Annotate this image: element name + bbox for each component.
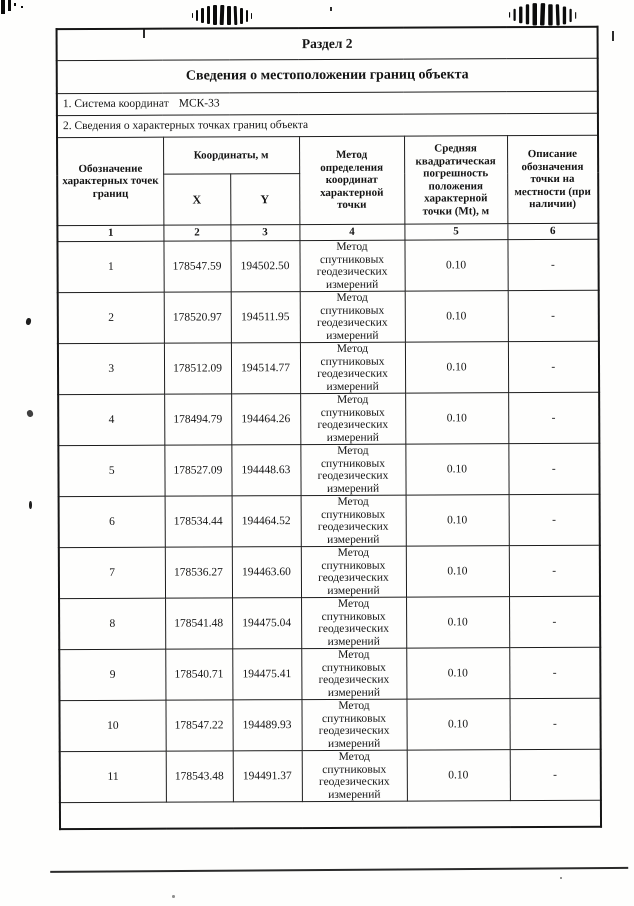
coordinate-x: 178547.22 xyxy=(165,700,232,751)
coordinate-y: 194464.52 xyxy=(232,496,301,547)
coordinate-y: 194448.63 xyxy=(231,445,300,496)
header-line: обозначения xyxy=(521,160,584,173)
mt-value: 0.10 xyxy=(407,750,510,801)
header-line: границ xyxy=(92,187,129,200)
coordinate-x: 178536.27 xyxy=(165,547,232,598)
header-x: X xyxy=(163,174,230,225)
coordinate-system-value: МСК-33 xyxy=(178,97,220,110)
mt-value: 0.10 xyxy=(406,648,509,699)
mt-value: 0.10 xyxy=(404,240,507,291)
header-mean-square-error xyxy=(404,136,507,224)
coordinate-y: 194514.77 xyxy=(231,343,300,394)
mt-value: 0.10 xyxy=(406,495,509,546)
header-line: Описание xyxy=(527,148,578,161)
table-row xyxy=(58,392,599,445)
mt-value: 0.10 xyxy=(406,699,509,750)
point-number: 7 xyxy=(59,547,165,598)
header-point-designation xyxy=(57,137,163,225)
point-number: 3 xyxy=(58,343,164,394)
description-value: - xyxy=(509,698,600,749)
header-line: точки на xyxy=(530,173,575,186)
description-value: - xyxy=(508,392,599,443)
method-cell: Метод спутниковых геодезических измерений xyxy=(300,444,405,495)
coordinate-x: 178540.71 xyxy=(165,649,232,700)
coordinate-y: 194463.60 xyxy=(232,547,301,598)
column-number: 1 xyxy=(57,225,163,241)
page-footer-rule xyxy=(50,867,628,873)
column-number: 6 xyxy=(507,223,598,239)
page-title: Сведения о местоположении границ объекта xyxy=(57,58,598,93)
header-method xyxy=(299,136,404,224)
point-number: 4 xyxy=(58,394,164,445)
header-line: местности (при xyxy=(514,185,591,198)
table-row xyxy=(59,698,600,751)
table-row xyxy=(58,443,599,496)
point-number: 11 xyxy=(60,751,166,802)
point-number: 6 xyxy=(59,496,165,547)
table-row xyxy=(58,341,599,394)
header-line: положения xyxy=(428,179,483,193)
coordinate-x: 178512.09 xyxy=(164,343,231,394)
coordinate-system-label: 1. Система координат xyxy=(62,97,169,111)
coordinate-y: 194475.41 xyxy=(232,649,301,700)
mt-value: 0.10 xyxy=(405,444,508,495)
description-value: - xyxy=(508,443,599,494)
header-line: точки (Mt), м xyxy=(422,204,490,218)
mt-value: 0.10 xyxy=(405,393,508,444)
table-row xyxy=(58,290,599,343)
description-value: - xyxy=(508,341,599,392)
mt-value: 0.10 xyxy=(405,342,508,393)
method-cell: Метод спутниковых геодезических измерений xyxy=(300,342,405,393)
points-section-label: 2. Сведения о характерных точках границ объекта xyxy=(57,113,598,137)
header-line: определения xyxy=(320,161,384,174)
table-row xyxy=(59,647,600,700)
section-title: Раздел 2 xyxy=(57,27,598,61)
description-value: - xyxy=(509,647,600,698)
method-cell: Метод спутниковых геодезических измерений xyxy=(301,546,406,597)
point-number: 2 xyxy=(58,292,164,343)
description-value: - xyxy=(507,239,598,290)
header-line: погрешность xyxy=(423,167,489,180)
method-cell: Метод спутниковых геодезических измерений xyxy=(300,291,405,342)
point-number: 10 xyxy=(59,700,165,751)
header-line: характерной xyxy=(320,186,384,199)
description-value: - xyxy=(508,290,599,341)
coordinate-x: 178547.59 xyxy=(163,241,230,292)
coordinate-y: 194489.93 xyxy=(232,700,301,751)
empty-footer-row xyxy=(60,800,601,829)
method-cell: Метод спутниковых геодезических измерений xyxy=(299,240,404,291)
column-number: 5 xyxy=(404,224,507,240)
description-value: - xyxy=(509,596,600,647)
coordinate-x: 178494.79 xyxy=(164,394,231,445)
column-number: 3 xyxy=(230,225,299,241)
column-number: 4 xyxy=(299,224,404,240)
table-row xyxy=(60,749,601,802)
header-line: координат xyxy=(325,173,378,187)
point-number: 5 xyxy=(58,445,164,496)
method-cell: Метод спутниковых геодезических измерений xyxy=(301,648,406,699)
coordinate-y: 194491.37 xyxy=(233,751,302,802)
table-row xyxy=(59,494,600,547)
header-y: Y xyxy=(230,174,299,225)
coordinate-x: 178543.48 xyxy=(166,751,233,802)
method-cell: Метод спутниковых геодезических измерений xyxy=(302,750,407,801)
coordinate-y: 194502.50 xyxy=(230,241,299,292)
coordinate-y: 194475.04 xyxy=(232,598,301,649)
point-number: 8 xyxy=(59,598,165,649)
header-line: характерной xyxy=(424,192,488,205)
method-cell: Метод спутниковых геодезических измерений xyxy=(301,495,406,546)
header-line: Обозначение xyxy=(78,162,143,175)
header-coordinates-group: Координаты, м xyxy=(163,137,299,175)
header-line: характерных точек xyxy=(62,174,159,188)
point-number: 9 xyxy=(59,649,165,700)
table-row xyxy=(57,239,598,292)
header-line: квадратическая xyxy=(415,154,496,168)
boundary-points-table xyxy=(56,26,603,830)
method-cell: Метод спутниковых геодезических измерений xyxy=(301,597,406,648)
column-number: 2 xyxy=(163,225,230,241)
coordinate-y: 194464.26 xyxy=(231,394,300,445)
description-value: - xyxy=(510,749,601,800)
header-line: точки xyxy=(337,199,367,212)
method-cell: Метод спутниковых геодезических измерений xyxy=(301,699,406,750)
table-row xyxy=(59,596,600,649)
coordinate-y: 194511.95 xyxy=(231,292,300,343)
point-number: 1 xyxy=(57,241,163,292)
coordinate-x: 178534.44 xyxy=(165,496,232,547)
header-line: Средняя xyxy=(434,142,477,155)
table-row xyxy=(59,545,600,598)
description-value: - xyxy=(509,545,600,596)
coordinate-x: 178527.09 xyxy=(164,445,231,496)
coordinate-system-row xyxy=(57,91,598,115)
mt-value: 0.10 xyxy=(406,546,509,597)
method-cell: Метод спутниковых геодезических измерений xyxy=(300,393,405,444)
coordinate-x: 178520.97 xyxy=(164,292,231,343)
description-value: - xyxy=(509,494,600,545)
header-line: Метод xyxy=(335,149,368,162)
header-line: наличии) xyxy=(529,198,577,211)
mt-value: 0.10 xyxy=(406,597,509,648)
header-description xyxy=(507,135,598,223)
coordinate-x: 178541.48 xyxy=(165,598,232,649)
mt-value: 0.10 xyxy=(405,291,508,342)
